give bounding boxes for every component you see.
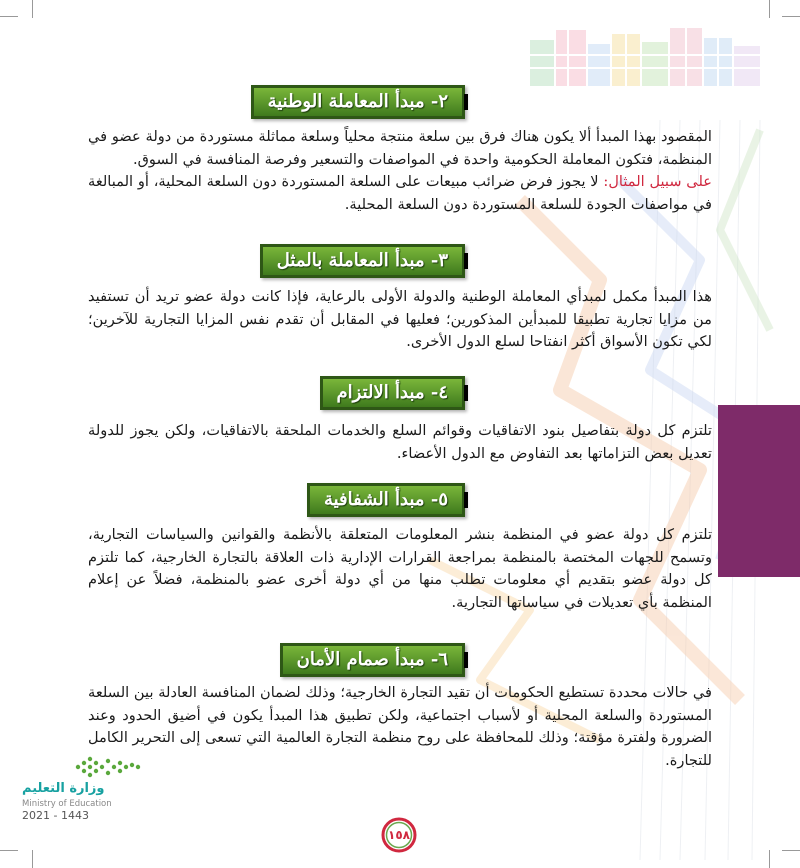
section-heading-text: ٦- مبدأ صمام الأمان	[296, 649, 448, 670]
heading-marker	[464, 385, 468, 401]
heading-marker	[464, 652, 468, 668]
section-heading-text: ٤- مبدأ الالتزام	[336, 382, 448, 403]
side-tab	[718, 405, 800, 577]
example-text: لا يجوز فرض ضرائب مبيعات على السلعة المستوردة دون السلعة المحلية، أو المبالغة في مواصفات الجودة للسلعة المستوردة دون السلعة المحلية.	[88, 173, 712, 213]
section-heading	[251, 85, 465, 119]
section-heading-text: ٣- مبدأ المعاملة بالمثل	[276, 250, 448, 271]
crop-mark	[782, 850, 800, 851]
ministry-logo-icon	[74, 755, 144, 779]
edition-year: 2021 - 1443	[22, 809, 89, 822]
paragraph-text: في حالات محددة تستطيع الحكومات أن تقيد التجارة الخارجية؛ وذلك لضمان المنافسة العادلة بين السلعة المستوردة والسلعة المحلية أو لأسباب اجتماعية، ولكن تطبيق هذا المبدأ يكون في أضيق الحدود وعند الضرورة ولفترة مؤقتة؛ وذلك للمحافظة على روح منظمة التجارة العالمية التي تسعى إلى التحرير الكامل للتجارة.	[88, 684, 712, 769]
paragraph-text: المقصود بهذا المبدأ ألا يكون هناك فرق بين سلعة منتجة محلياً وسلعة مماثلة مستوردة من دولة عضو في المنظمة، فتكون المعاملة الحكومية واحدة في المواصفات والتسعير وفرصة المنافسة في السوق.	[88, 128, 712, 168]
section-heading-text: ٥- مبدأ الشفافية	[323, 489, 448, 510]
example-label: على سبيل المثال:	[603, 173, 713, 190]
section-heading	[280, 643, 465, 677]
paragraph-text: تلتزم كل دولة عضو في المنظمة بنشر المعلومات المتعلقة بالأنظمة والقوانين والسياسات التجارية، وتسمح للجهات المختصة بالمنظمة بمراجعة القرارات الإدارية ذات العلاقة بالتجارة الخارجية، كما تلتزم كل دولة عضو بتقديم أي معلومات تطلب منها من أي دولة أخرى عضو بالمنظمة، فضلاً عن إعلام المنظمة بأي تعديلات في سياساتها التجارية.	[88, 526, 712, 611]
section-paragraph	[88, 524, 712, 614]
heading-marker	[464, 94, 468, 110]
crop-mark	[0, 850, 18, 851]
paragraph-text: تلتزم كل دولة بتفاصيل بنود الاتفاقيات وقوائم السلع والخدمات الملحقة بالاتفاقيات، ولكن يجوز للدولة تعديل بعض التزاماتها بعد التفاوض مع الدول الأعضاء.	[88, 422, 712, 462]
section-heading	[320, 376, 465, 410]
section-paragraph	[88, 682, 712, 772]
ministry-logo	[22, 755, 172, 845]
section-heading	[260, 244, 465, 278]
section-paragraph	[88, 286, 712, 354]
ministry-name-ar: وزارة التعليم	[22, 781, 105, 796]
section-paragraph	[88, 420, 712, 465]
section-heading-text: ٢- مبدأ المعاملة الوطنية	[267, 91, 448, 112]
page-number: ١٥٨	[388, 828, 410, 842]
crop-mark	[769, 0, 770, 18]
paragraph-text: هذا المبدأ مكمل لمبدأي المعاملة الوطنية والدولة الأولى بالرعاية، فإذا كانت دولة عضو تريد أن تستفيد من مزايا تجارية تطبيقا للمبدأين المذكورين؛ فعليها في المقابل أن تقدم نفس المزايا التجارية للآخرين؛ لكي تكون الأسواق أكثر انفتاحا لسلع الدول الأخرى.	[88, 288, 712, 350]
crop-mark	[0, 16, 18, 17]
crop-mark	[32, 0, 33, 18]
section-heading	[307, 483, 465, 517]
buildings-illustration	[530, 28, 760, 86]
heading-marker	[464, 492, 468, 508]
section-paragraph	[88, 126, 712, 216]
crop-mark	[769, 850, 770, 868]
heading-marker	[464, 253, 468, 269]
crop-mark	[32, 850, 33, 868]
crop-mark	[782, 16, 800, 17]
page-number-badge	[380, 816, 418, 854]
ministry-name-en: Ministry of Education	[22, 799, 112, 809]
